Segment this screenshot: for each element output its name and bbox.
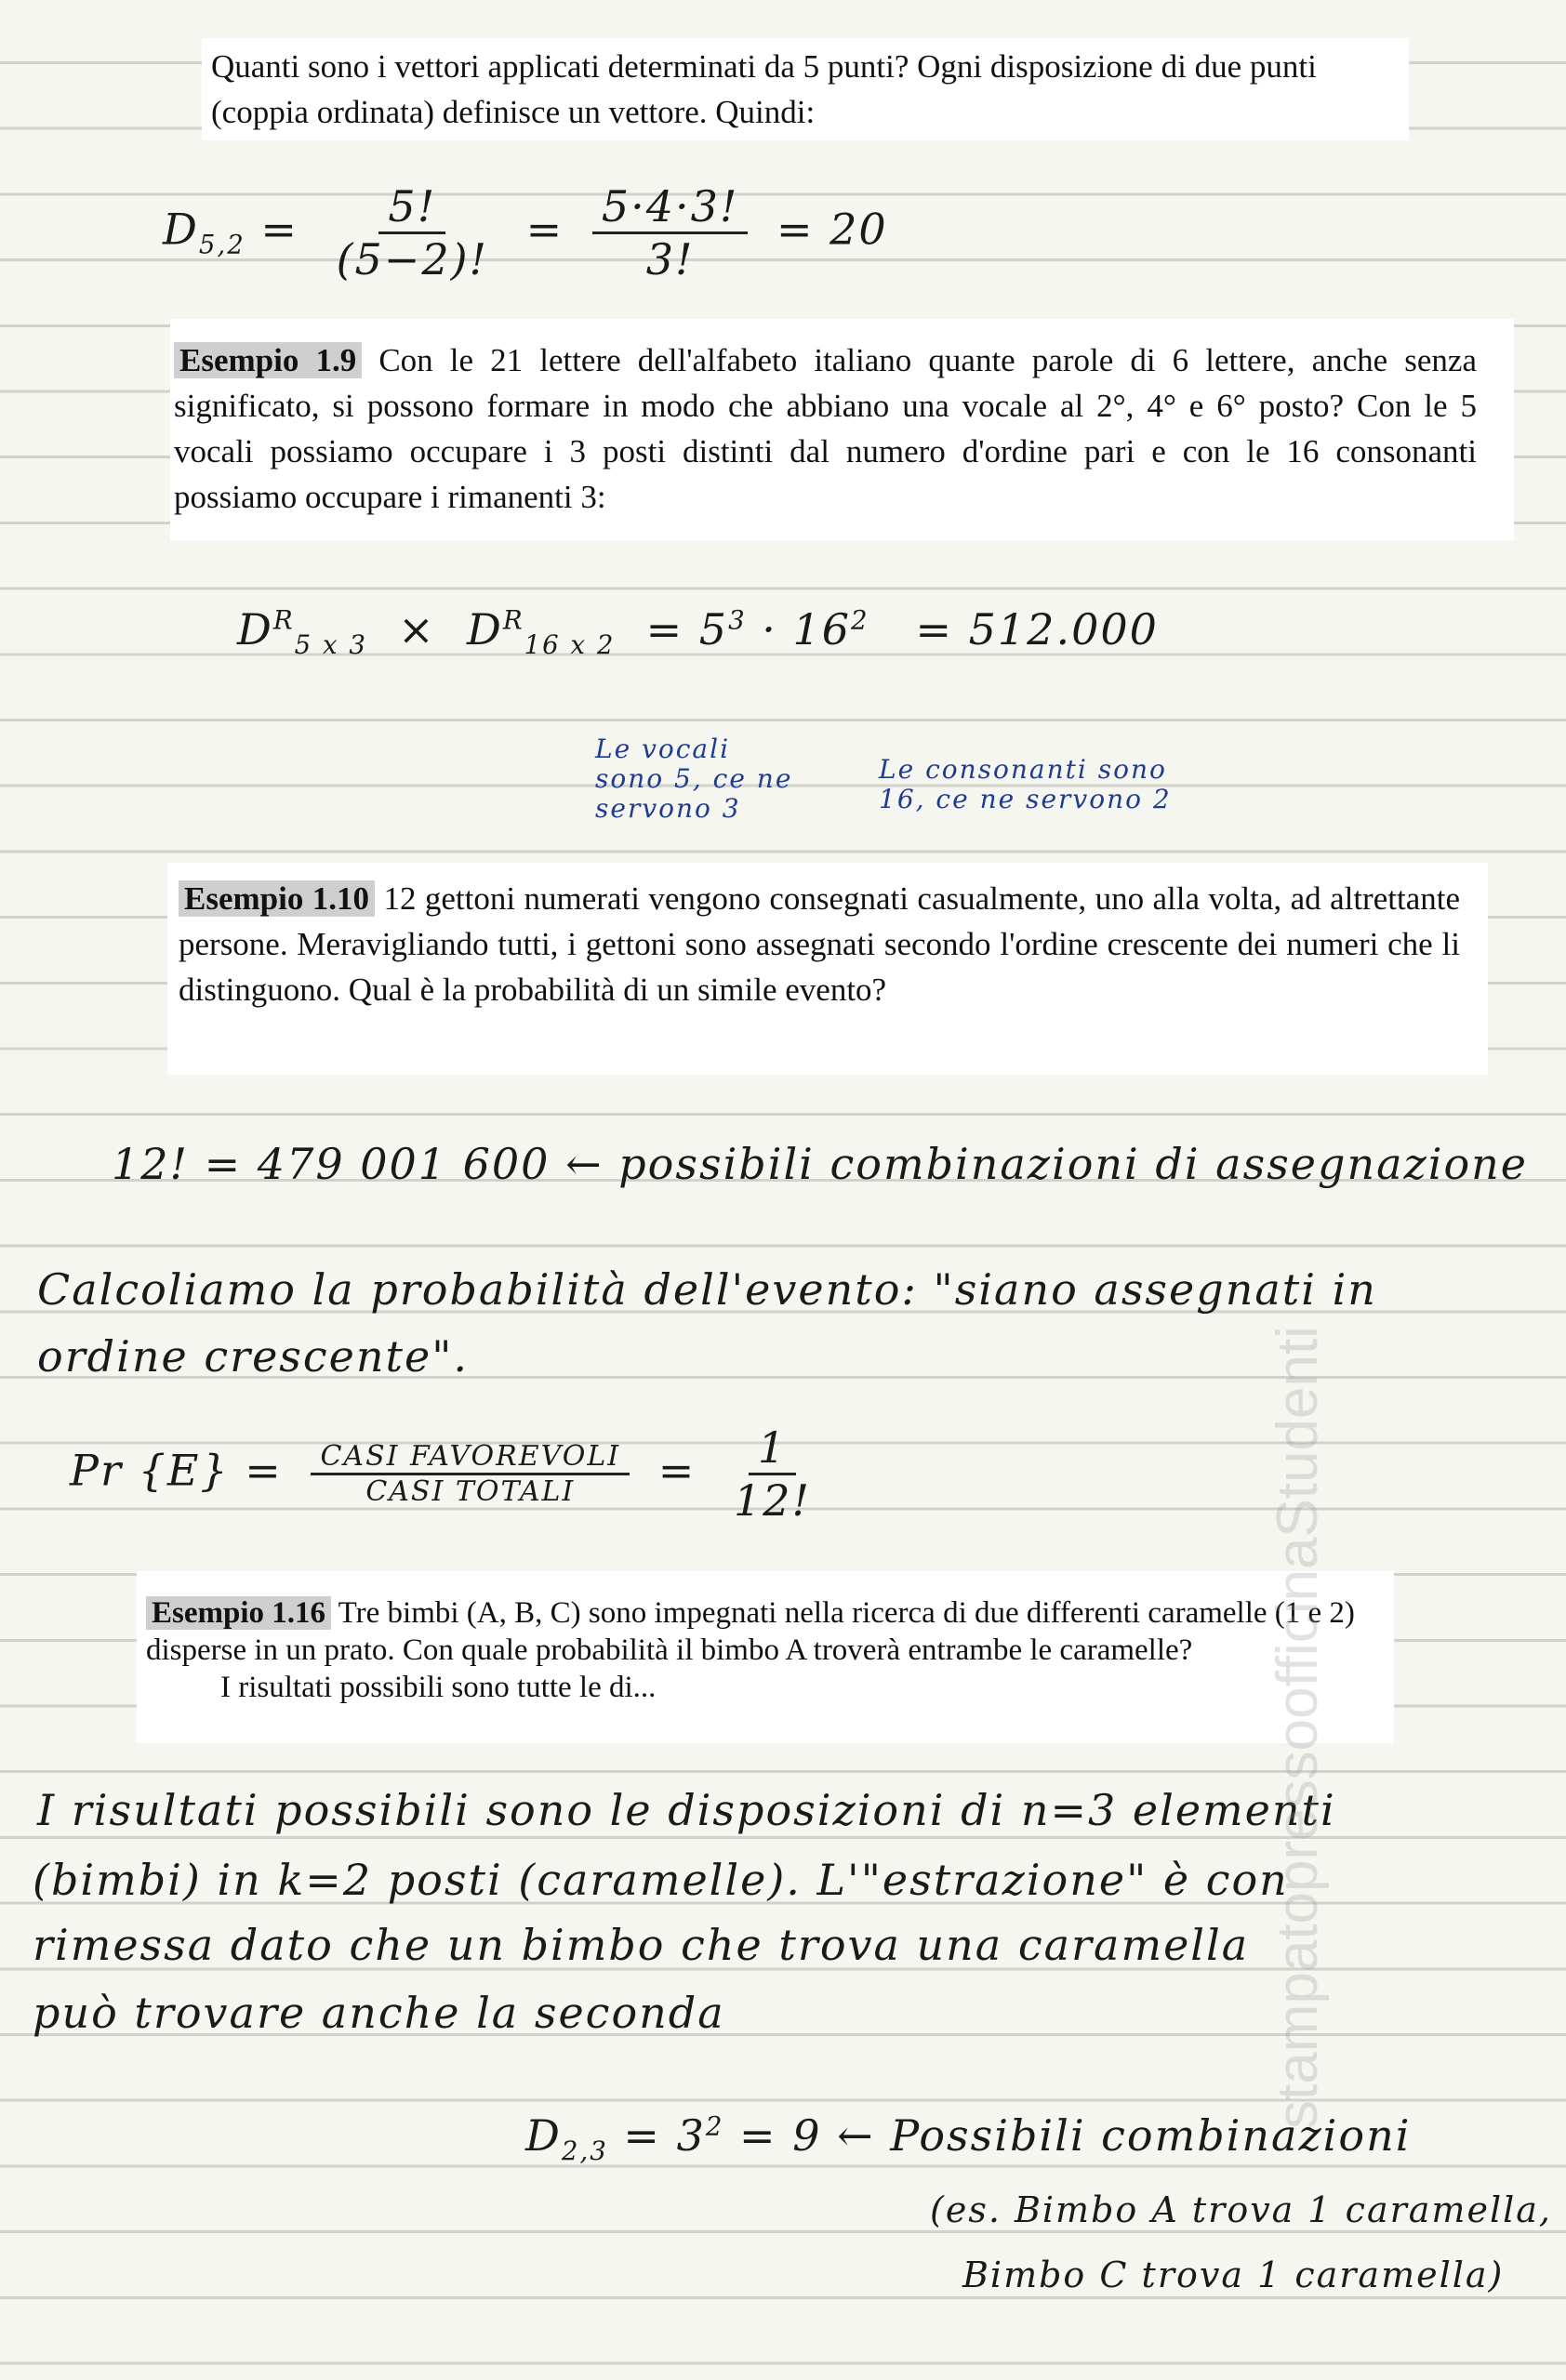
- example-cut-text: I risultati possibili sono tutte le di...: [220, 1671, 657, 1704]
- example-label: Esempio 1.10: [179, 880, 375, 917]
- printed-intro: [202, 38, 1409, 140]
- example-1-10: [167, 863, 1488, 1075]
- results-line-3: rimessa dato che un bimbo che trova una caramella: [33, 1920, 1250, 1970]
- example-text: Con le 21 lettere dell'alfabeto italiano quante parole di 6 lettere, anche senza significato, si possono formare in modo che abbiano una vocale al 2°, 4° e 6° posto? Con le 5 vocali possiamo occupare i 3 posti distinti dal numero d'ordine pari e con le 16 consonanti possiamo occupare i rimanenti 3:: [174, 342, 1477, 515]
- example-label: Esempio 1.9: [174, 342, 362, 378]
- results-line-4: può trovare anche la seconda: [33, 1988, 725, 2038]
- results-line-1: I risultati possibili sono le disposizioni di n=3 elementi: [37, 1785, 1336, 1835]
- formula-d52: $D_{5,2}$ = $\frac{5!}{(5-2)!}$ = $\frac{5\cdot 4\cdot 3!}{3!}$ = 20: [163, 181, 888, 284]
- results-line-2: (bimbi) in k=2 posti (caramelle). L'"estrazione" è con: [33, 1855, 1289, 1905]
- formula-d23: $D_{2,3} = 3^2 = 9$ ← Possibili combinazioni: [525, 2110, 1412, 2167]
- example-text: 12 gettoni numerati vengono consegnati casualmente, uno alla volta, ad altrettante persone. Meravigliando tutti, i gettoni sono assegnati secondo l'ordine crescente dei numeri che li distinguono. Qual è la probabilità di un simile evento?: [179, 880, 1460, 1008]
- note-vowels: Le vocali sono 5, ce ne servono 3: [595, 734, 793, 824]
- probability-intro-1: Calcoliamo la probabilità dell'evento: "siano assegnati in: [37, 1264, 1377, 1315]
- watermark: stampatopressoofficinaStudenti: [1266, 1326, 1330, 2129]
- formula-dispositions: $D^R_{5 x 3} \times D^R_{16 x 2} = 5^3 \cdot 16^2$ = 512.000: [237, 604, 1159, 661]
- example-note-1: (es. Bimbo A trova 1 caramella,: [930, 2189, 1552, 2230]
- probability-intro-2: ordine crescente".: [37, 1331, 469, 1382]
- example-label: Esempio 1.16: [146, 1596, 331, 1630]
- formula-probability: Pr {E} = $\frac{\text{CASI FAVOREVOLI}}{\text{CASI TOTALI}}$ = $\frac{1}{12!}$: [70, 1422, 811, 1526]
- example-note-2: Bimbo C trova 1 caramella): [962, 2254, 1505, 2295]
- example-1-9: [170, 319, 1514, 540]
- example-1-16: [137, 1571, 1394, 1743]
- factorial-line: 12! = 479 001 600 ← possibili combinazioni di assegnazione: [112, 1139, 1529, 1189]
- note-consonants: Le consonanti sono 16, ce ne servono 2: [879, 754, 1172, 814]
- intro-text: Quanti sono i vettori applicati determinati da 5 punti? Ogni disposizione di due punti (coppia ordinata) definisce un vettore. Quindi:: [211, 48, 1317, 130]
- example-text: Tre bimbi (A, B, C) sono impegnati nella ricerca di due differenti caramelle (1 e 2) disperse in un prato. Con quale probabilità il bimbo A troverà entrambe le caramelle?: [146, 1596, 1355, 1667]
